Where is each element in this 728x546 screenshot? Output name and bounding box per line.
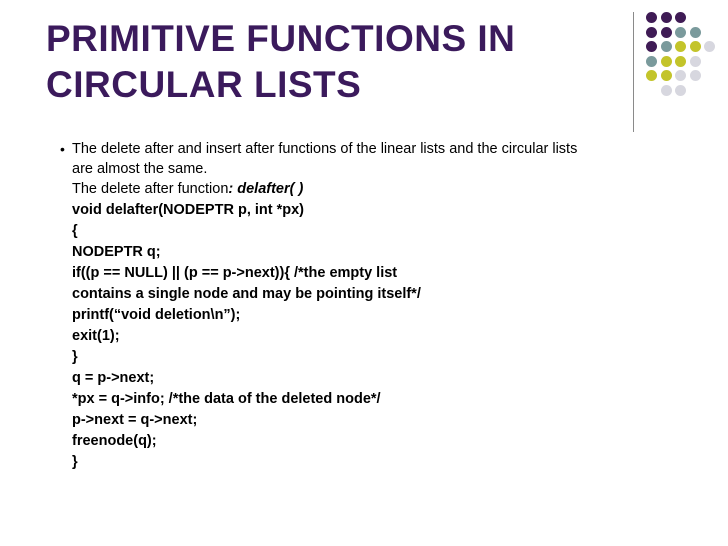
decorative-dot — [661, 70, 672, 81]
decorative-dot — [675, 85, 686, 96]
slide-title — [46, 16, 515, 108]
code-line: exit(1); — [72, 328, 120, 344]
decorative-dot — [661, 41, 672, 52]
decorative-dot — [675, 12, 686, 23]
decorative-dot — [661, 85, 672, 96]
code-line: { — [72, 223, 78, 239]
intro-paragraph — [60, 139, 692, 159]
decorative-dot — [690, 70, 701, 81]
function-heading — [72, 179, 692, 199]
function-heading-prefix: The delete after function — [72, 181, 229, 197]
code-line: q = p->next; — [72, 370, 155, 386]
decorative-dot — [675, 41, 686, 52]
title-divider — [633, 12, 634, 132]
decorative-dot — [646, 41, 657, 52]
decorative-dot — [690, 56, 701, 67]
code-line: *px = q->info; /*the data of the deleted node*/ — [72, 391, 381, 407]
decorative-dot — [690, 27, 701, 38]
title-line-2: CIRCULAR LISTS — [46, 64, 362, 105]
intro-line-1: The delete after and insert after functions of the linear lists and the circular lists — [72, 141, 578, 157]
intro-line-2: are almost the same. — [72, 161, 208, 177]
decorative-dot — [646, 56, 657, 67]
decorative-dot — [661, 12, 672, 23]
decorative-dot — [675, 56, 686, 67]
slide-body — [60, 139, 692, 472]
decorative-dot — [646, 70, 657, 81]
code-line: if((p == NULL) || (p == p->next)){ /*the empty list — [72, 265, 398, 281]
code-block — [72, 200, 692, 472]
decorative-dot — [690, 41, 701, 52]
decorative-dot — [675, 70, 686, 81]
code-line: p->next = q->next; — [72, 412, 198, 428]
title-line-1: PRIMITIVE FUNCTIONS IN — [46, 18, 516, 59]
decorative-dot — [646, 12, 657, 23]
decorative-dot — [704, 41, 715, 52]
code-line: NODEPTR q; — [72, 244, 161, 260]
code-line: printf(“void deletion\n”); — [72, 307, 241, 323]
decorative-dot — [661, 56, 672, 67]
function-heading-name: : delafter( ) — [228, 181, 304, 197]
bullet-icon: • — [60, 141, 65, 157]
decorative-dot — [675, 27, 686, 38]
code-line: contains a single node and may be pointing itself*/ — [72, 286, 421, 302]
code-line: freenode(q); — [72, 433, 157, 449]
decorative-dot — [661, 27, 672, 38]
code-line: } — [72, 454, 78, 470]
decorative-dot — [646, 27, 657, 38]
code-line: } — [72, 349, 78, 365]
code-line: void delafter(NODEPTR p, int *px) — [72, 202, 305, 218]
